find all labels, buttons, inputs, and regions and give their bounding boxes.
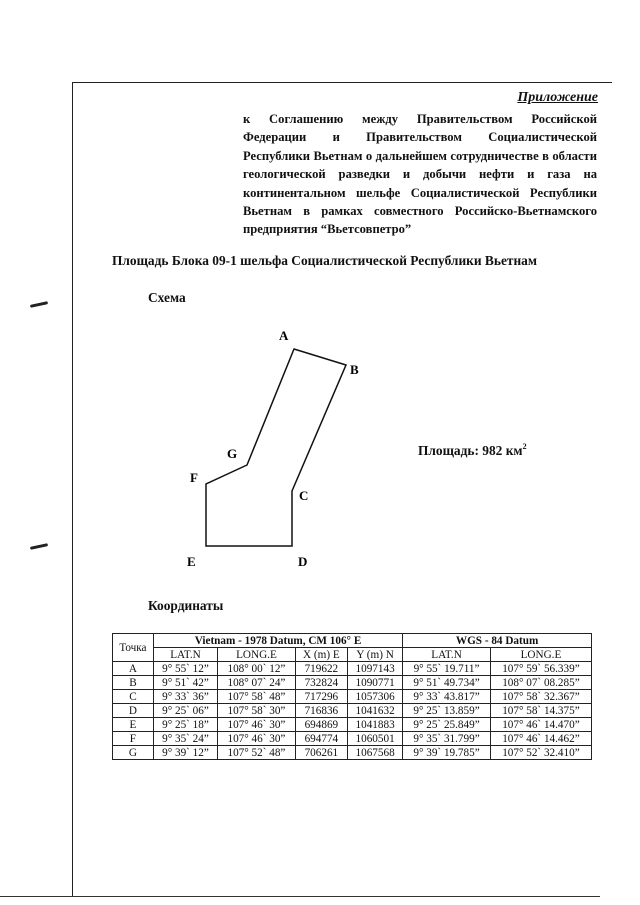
subheader-long: LONG.E	[218, 648, 296, 662]
table-cell: 107° 58` 14.375”	[490, 704, 591, 718]
scheme-label: Схема	[148, 290, 186, 305]
table-cell: B	[113, 676, 154, 690]
table-cell: 108° 07` 24”	[218, 676, 296, 690]
table-cell: 9° 39` 19.785”	[403, 746, 491, 760]
table-cell: 107° 52` 32.410”	[490, 746, 591, 760]
table-cell: 9° 39` 12”	[153, 746, 217, 760]
table-cell: 9° 51` 49.734”	[403, 676, 491, 690]
table-cell: 1067568	[347, 746, 402, 760]
table-cell: 9° 55` 19.711”	[403, 662, 491, 676]
table-cell: 1090771	[347, 676, 402, 690]
subheader-y: Y (m) N	[347, 648, 402, 662]
point-label-a: A	[279, 328, 289, 343]
table-cell: 107° 58` 30”	[218, 704, 296, 718]
block-title: Площадь Блока 09-1 шельфа Социалистической Республики Вьетнам	[112, 253, 538, 268]
table-cell: 9° 25` 06”	[153, 704, 217, 718]
table-cell: 1041632	[347, 704, 402, 718]
area-text: Площадь: 982 км	[418, 443, 523, 458]
table-row	[113, 746, 592, 760]
point-label-g: G	[227, 446, 238, 461]
table-cell: 719622	[295, 662, 347, 676]
table-cell: D	[113, 704, 154, 718]
table-row	[113, 662, 592, 676]
table-cell: 694774	[295, 732, 347, 746]
table-cell: 107° 46` 14.462”	[490, 732, 591, 746]
table-row	[113, 732, 592, 746]
table-cell: 9° 25` 13.859”	[403, 704, 491, 718]
annex-title: Приложение	[517, 90, 598, 105]
group-wgs-header: WGS - 84 Datum	[403, 634, 592, 648]
group-vietnam-header: Vietnam - 1978 Datum, CM 106° E	[153, 634, 402, 648]
point-label-e: E	[187, 554, 196, 569]
table-row	[113, 676, 592, 690]
table-cell: 9° 35` 31.799”	[403, 732, 491, 746]
table-cell: 107° 58` 48”	[218, 690, 296, 704]
table-cell: 107° 52` 48”	[218, 746, 296, 760]
table-cell: 9° 35` 24”	[153, 732, 217, 746]
table-cell: 9° 33` 43.817”	[403, 690, 491, 704]
area-unit-superscript: 2	[522, 442, 527, 451]
table-cell: F	[113, 732, 154, 746]
point-label-b: B	[350, 362, 359, 377]
subheader-wgs-lat: LAT.N	[403, 648, 491, 662]
table-cell: A	[113, 662, 154, 676]
table-row	[113, 718, 592, 732]
subheader-lat: LAT.N	[153, 648, 217, 662]
table-cell: 706261	[295, 746, 347, 760]
table-cell: 9° 33` 36”	[153, 690, 217, 704]
table-cell: 107° 46` 30”	[218, 732, 296, 746]
table-cell: 9° 51` 42”	[153, 676, 217, 690]
coordinates-table	[112, 633, 592, 760]
area-value	[418, 442, 527, 459]
table-cell: 694869	[295, 718, 347, 732]
table-cell: 1060501	[347, 732, 402, 746]
table-cell: 717296	[295, 690, 347, 704]
agreement-text: к Соглашению между Правительством Российской Федерации и Правительством Социалистической Республики Вьетнам о дальнейшем сотрудничестве в области геологической разведки и добычи нефти и газа на континентальном шельфе Социалистической Республики Вьетнам в рамках совместного Российско-Вьетнамского предприятия “Вьетсовпетро”	[243, 112, 597, 237]
table-cell: 1057306	[347, 690, 402, 704]
table-cell: G	[113, 746, 154, 760]
subheader-wgs-long: LONG.E	[490, 648, 591, 662]
table-cell: 1097143	[347, 662, 402, 676]
table-cell: 716836	[295, 704, 347, 718]
point-label-c: C	[299, 488, 309, 503]
table-cell: 9° 25` 18”	[153, 718, 217, 732]
col-point-header: Точка	[113, 634, 154, 662]
table-cell: E	[113, 718, 154, 732]
table-cell: 107° 46` 14.470”	[490, 718, 591, 732]
coordinates-table-body	[113, 662, 592, 760]
table-cell: 107° 58` 32.367”	[490, 690, 591, 704]
table-cell: C	[113, 690, 154, 704]
table-row	[113, 704, 592, 718]
point-label-d: D	[298, 554, 308, 569]
table-cell: 9° 55` 12”	[153, 662, 217, 676]
table-row	[113, 690, 592, 704]
table-cell: 108° 07` 08.285”	[490, 676, 591, 690]
table-cell: 732824	[295, 676, 347, 690]
table-cell: 107° 46` 30”	[218, 718, 296, 732]
table-cell: 108° 00` 12”	[218, 662, 296, 676]
coordinates-label: Координаты	[148, 598, 224, 613]
point-label-f: F	[190, 470, 198, 485]
table-cell: 9° 25` 25.849”	[403, 718, 491, 732]
table-cell: 107° 59` 56.339”	[490, 662, 591, 676]
subheader-x: X (m) E	[295, 648, 347, 662]
table-cell: 1041883	[347, 718, 402, 732]
